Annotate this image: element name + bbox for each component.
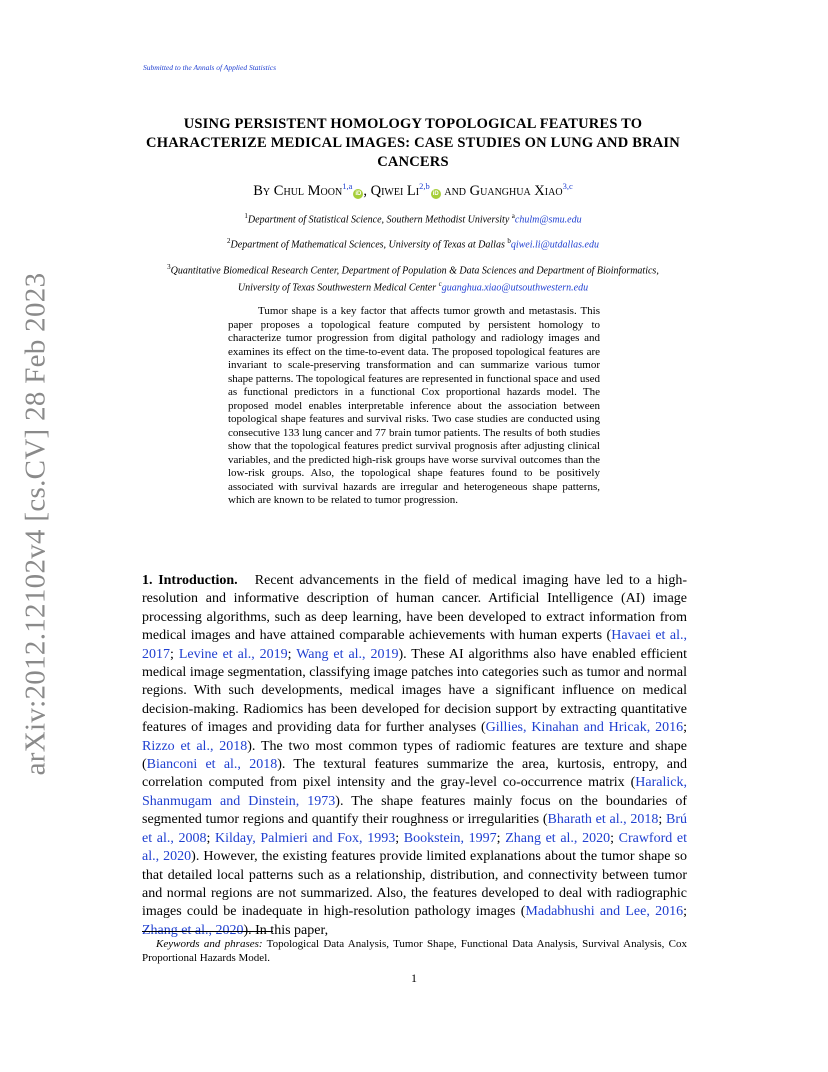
affiliation-number: 1 [244, 212, 248, 220]
citation-link[interactable]: Wang et al., 2019 [296, 646, 399, 662]
body-text: ). In this paper, [243, 922, 329, 938]
citation-link[interactable]: Gillies, Kinahan and Hricak, 2016 [485, 720, 684, 736]
affiliation-1 [120, 210, 706, 227]
author-sup-3[interactable]: 3,c [562, 181, 573, 191]
footnote-divider [142, 931, 273, 932]
citation-link[interactable]: Levine et al., 2019 [178, 646, 288, 662]
body-text: ; [658, 812, 666, 828]
citation-link[interactable]: Bianconi et al., 2018 [146, 757, 278, 773]
page-number: 1 [411, 971, 417, 985]
author-name-3: Guanghua Xiao [469, 182, 563, 199]
paper-title: USING PERSISTENT HOMOLOGY TOPOLOGICAL FEATURES TO CHARACTERIZE MEDICAL IMAGES: CASE STUDIES ON LUNG AND BRAIN CANCERS [146, 116, 680, 170]
orcid-icon[interactable]: iD [432, 190, 439, 197]
keywords-text: Topological Data Analysis, Tumor Shape, Functional Data Analysis, Survival Analysis, Cox Proportional Hazards Model. [142, 938, 688, 964]
citation-link[interactable]: Crawford et al., 2020 [142, 830, 687, 865]
email-mark: a [511, 212, 515, 220]
journal-note[interactable]: Submitted to the Annals of Applied Statistics [143, 63, 277, 72]
affiliation-number: 3 [167, 263, 171, 271]
author-name-1: Chul Moon [273, 182, 343, 199]
email-mark: c [438, 279, 442, 288]
affiliation-text: Quantitative Biomedical Research Center, Department of Population & Data Sciences and Department of Bioinformatics, [170, 265, 659, 277]
arxiv-stamp: arXiv:2012.12102v4 [cs.CV] 28 Feb 2023 [19, 272, 52, 776]
body-text: ). The two most common types of radiomic features are texture and shape ( [142, 738, 687, 773]
author-line: By Chul Moon$^{1,a}$iD , Qiwei Li$^{2,b}$iD and Guanghua Xiao$^{3,c}$ [253, 181, 573, 199]
author-name-2: Qiwei Li [370, 182, 420, 199]
citation-link[interactable]: Brú et al., 2008 [142, 812, 687, 846]
body-text: ; [610, 830, 619, 846]
email-link[interactable]: qiwei.li@utdallas.edu [510, 239, 599, 251]
email-link[interactable]: guanghua.xiao@utsouthwestern.edu [441, 282, 589, 294]
citation-link[interactable]: Madabhushi and Lee, 2016 [525, 904, 684, 920]
citation-link[interactable]: Bookstein, 1997 [403, 830, 497, 846]
email-link[interactable]: chulm@smu.edu [514, 214, 582, 226]
citation-link[interactable]: Havaei et al., 2017 [142, 628, 687, 662]
citation-link[interactable]: Haralick, Shanmugam and Dinstein, 1973 [142, 775, 687, 809]
and-label: and [444, 182, 467, 199]
body-text: ; [170, 646, 179, 662]
body-text: ; [206, 830, 216, 846]
email-mark: b [507, 237, 511, 245]
body-text: ). The shape features mainly focus on the boundaries of segmented tumor regions and quantify their roughness or irregularities ( [142, 793, 687, 828]
affiliation-3 [120, 261, 706, 295]
body-text: ; [683, 904, 687, 920]
body-text: ; [683, 720, 687, 736]
body-text: ; [496, 830, 506, 846]
affiliation-text: Department of Statistical Science, Southern Methodist University [247, 214, 510, 226]
by-label: By [253, 182, 271, 199]
orcid-icon[interactable]: iD [355, 190, 362, 197]
author-sup-1[interactable]: 1,a [342, 181, 353, 191]
affiliation-text: University of Texas Southwestern Medical Center [237, 282, 437, 294]
body-text: ; [287, 646, 297, 662]
citation-link[interactable]: Bharath et al., 2018 [547, 812, 659, 828]
body-text: ). These AI algorithms also have enabled efficient medical image segmentation, classifying image patches into categories such as tumor and normal regions. With such developments, medical images have a significant influence on medical decision-making. Radiomics has been developed for decision support by extracting quantitative features of images and providing data for further analyses ( [142, 646, 687, 736]
citation-link[interactable]: Zhang et al., 2020 [505, 830, 611, 846]
author-sup-2[interactable]: 2,b [419, 181, 430, 191]
body-text: ). The textural features summarize the area, kurtosis, entropy, and correlation computed from pixel intensity and the gray-level co-occurrence matrix ( [142, 757, 687, 791]
body-text: ; [395, 830, 404, 846]
keywords-footnote [142, 937, 687, 965]
body-text: Recent advancements in the field of medical imaging have led to a high-resolution and informative description of human cancer. Artificial Intelligence (AI) image processing algorithms, such as deep learning, have been developed to extract information from medical images and have attained comparable achievements with human experts ( [142, 573, 688, 644]
citation-link[interactable]: Zhang et al., 2020 [142, 922, 244, 938]
abstract: Tumor shape is a key factor that affects tumor growth and metastasis. This paper proposes a topological feature computed by persistent homology to characterize tumor progression from digital pathology and radiology images and examines its effect on the time-to-event data. The proposed topological features are invariant to scale-preserving transformation and can summarize various tumor shape patterns. The topological features are represented in functional space and used as functional predictors in a functional Cox proportional hazards model. The proposed model enables interpretable inference about the association between topological shape features and survival risks. Two case studies are conducted using consecutive 133 lung cancer and 77 brain tumor patients. The results of both studies show that the topological features predict survival prognosis after adjusting clinical variables, and the predicted high-risk groups have worse survival outcomes than the low-risk groups. Also, the topological shape features found to be positively associated with survival hazards are irregular and heterogeneous shape patterns, which are known to be related to tumor progression. [228, 305, 600, 506]
citation-link[interactable]: Kilday, Palmieri and Fox, 1993 [215, 830, 396, 846]
affiliation-number: 2 [227, 237, 231, 245]
keywords-label: Keywords and phrases: [156, 938, 263, 950]
affiliation-text: Department of Mathematical Sciences, University of Texas at Dallas [230, 239, 505, 251]
citation-link[interactable]: Rizzo et al., 2018 [142, 738, 248, 754]
affiliation-2 [120, 235, 706, 252]
introduction-paragraph [142, 572, 687, 940]
section-heading: 1. Introduction. [142, 573, 238, 588]
body-text: ). However, the existing features provide limited explanations about the tumor shape so that detailed local patterns such as a relationship, distribution, and connectivity between tumor and normal regions are not summarized. Also, the features developed to deal with radiographic images could be inadequate in high-resolution pathology images ( [142, 849, 687, 920]
